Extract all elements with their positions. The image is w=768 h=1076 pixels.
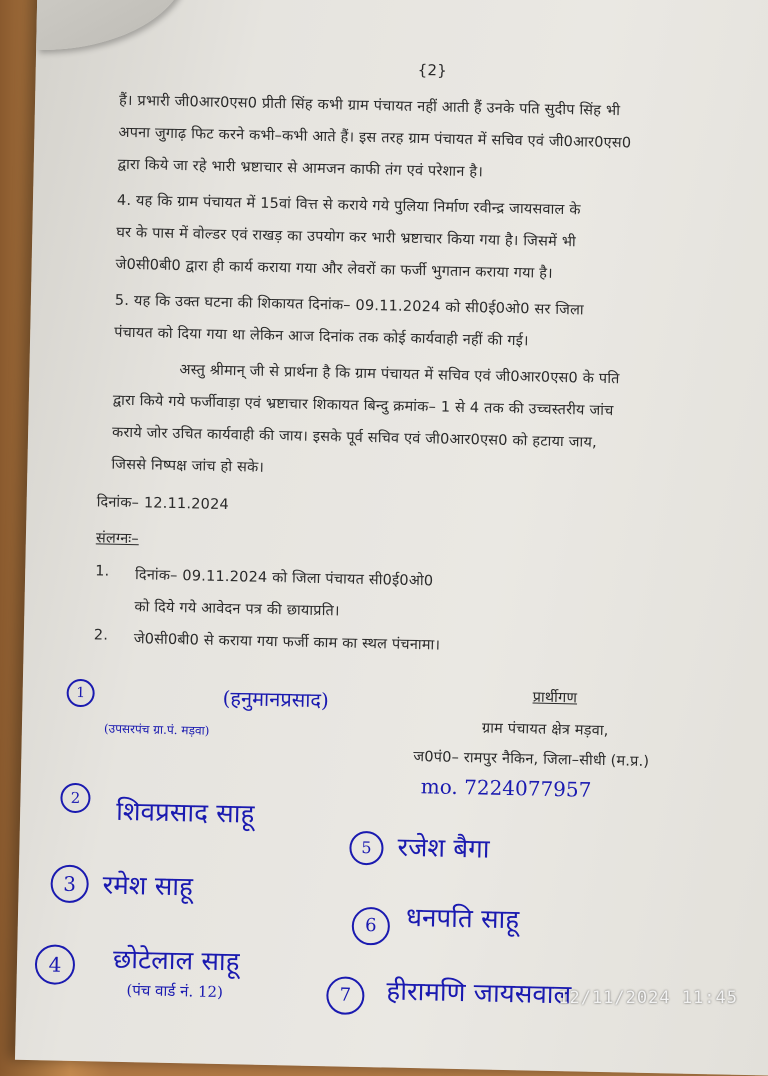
signature-name: छोटेलाल साहू bbox=[112, 944, 240, 978]
enclosure-text: दिनांक– 09.11.2024 को जिला पंचायत सी0ई0ओ0 bbox=[134, 567, 434, 590]
applicant-address: ज0पं0– रामपुर नैकिन, जिला–सीधी (म.प्र.) bbox=[413, 749, 650, 770]
signature-name: रमेश साहू bbox=[102, 870, 194, 903]
body-line: पंचायत को दिया गया था लेकिन आज दिनांक तक कोई कार्यवाही नहीं की गई। bbox=[114, 324, 529, 350]
body-line: अपना जुगाढ़ फिट करने कभी–कभी आते हैं। इस तरह ग्राम पंचायत में सचिव एवं जी0आर0एस0 bbox=[118, 124, 632, 152]
request-line: अस्तु श्रीमान् जी से प्रार्थना है कि ग्राम पंचायत में सचिव एवं जी0आर0एस0 के पति bbox=[179, 362, 620, 388]
signature-name: हीरामणि जायसवाल bbox=[386, 976, 572, 1011]
body-line: द्वारा किये जा रहे भारी भ्रष्टाचार से आमजन काफी तंग एवं परेशान है। bbox=[117, 156, 484, 181]
body-line: द्वारा किये गये फर्जीवाड़ा एवं भ्रष्टाचार शिकायत बिन्दु क्रमांक– 1 से 4 तक की उच्चस्तरीय जांच bbox=[112, 392, 614, 420]
signature-number: 5 bbox=[349, 831, 384, 866]
enclosure-text: जे0सी0बी0 से कराया गया फर्जी काम का स्थल पंचनामा। bbox=[133, 631, 441, 654]
signature-note: (उपसरपंच ग्रा.पं. मड़वा) bbox=[103, 721, 210, 738]
folded-corner bbox=[36, 0, 188, 53]
body-line: कराये जोर उचित कार्यवाही की जाय। इसके पूर्व सचिव एवं जी0आर0एस0 को हटाया जाय, bbox=[111, 424, 598, 451]
enclosure-number: 1. bbox=[95, 563, 110, 580]
body-line: जे0सी0बी0 द्वारा ही कार्य कराया गया और लेवरों का फर्जी भुगतान कराया गया है। bbox=[115, 256, 553, 282]
signature-number: 6 bbox=[351, 907, 390, 946]
signature-number: 3 bbox=[50, 864, 89, 903]
page-number: {2} bbox=[417, 60, 448, 80]
signature-name: रजेश बैगा bbox=[397, 832, 490, 865]
body-line: जिससे निष्पक्ष जांच हो सके। bbox=[111, 456, 265, 476]
signature-name: (हनुमानप्रसाद) bbox=[222, 686, 330, 713]
signature-number: 2 bbox=[60, 783, 91, 814]
date-line: दिनांक– 12.11.2024 bbox=[96, 494, 230, 514]
applicant-heading: प्रार्थीगण bbox=[532, 689, 578, 707]
body-line: घर के पास में वोल्डर एवं राखड़ का उपयोग कर भारी भ्रष्टाचार किया गया है। जिसमें भी bbox=[116, 224, 577, 251]
signature-note: (पंच वार्ड नं. 12) bbox=[126, 981, 224, 1002]
enclosure-number: 2. bbox=[93, 627, 109, 644]
point-4-line: 4. यह कि ग्राम पंचायत में 15वां वित्त से कराये गये पुलिया निर्माण रवीन्द्र जायसवाल के bbox=[116, 192, 581, 219]
enclosures-heading: संलग्नः– bbox=[95, 530, 139, 548]
signature-number: 1 bbox=[66, 679, 95, 708]
document-page bbox=[15, 0, 768, 1076]
mobile-number: mo. 7224077957 bbox=[420, 774, 592, 802]
point-5-line: 5. यह कि उक्त घटना की शिकायत दिनांक– 09.11.2024 को सी0ई0ओ0 सर जिला bbox=[114, 292, 585, 319]
applicant-address: ग्राम पंचायत क्षेत्र मड़वा, bbox=[481, 720, 609, 740]
photo-timestamp: 12/11/2024 11:45 bbox=[558, 988, 738, 1008]
enclosure-text: को दिये गये आवेदन पत्र की छायाप्रति। bbox=[134, 599, 340, 620]
signature-number: 7 bbox=[326, 976, 365, 1015]
signature-number: 4 bbox=[35, 944, 76, 985]
signature-name: धनपति साहू bbox=[405, 902, 520, 936]
signature-name: शिवप्रसाद साहू bbox=[115, 796, 255, 830]
body-line: हैं। प्रभारी जी0आर0एस0 प्रीती सिंह कभी ग्राम पंचायत नहीं आती हैं उनके पति सुदीप सिंह भी bbox=[118, 92, 621, 120]
